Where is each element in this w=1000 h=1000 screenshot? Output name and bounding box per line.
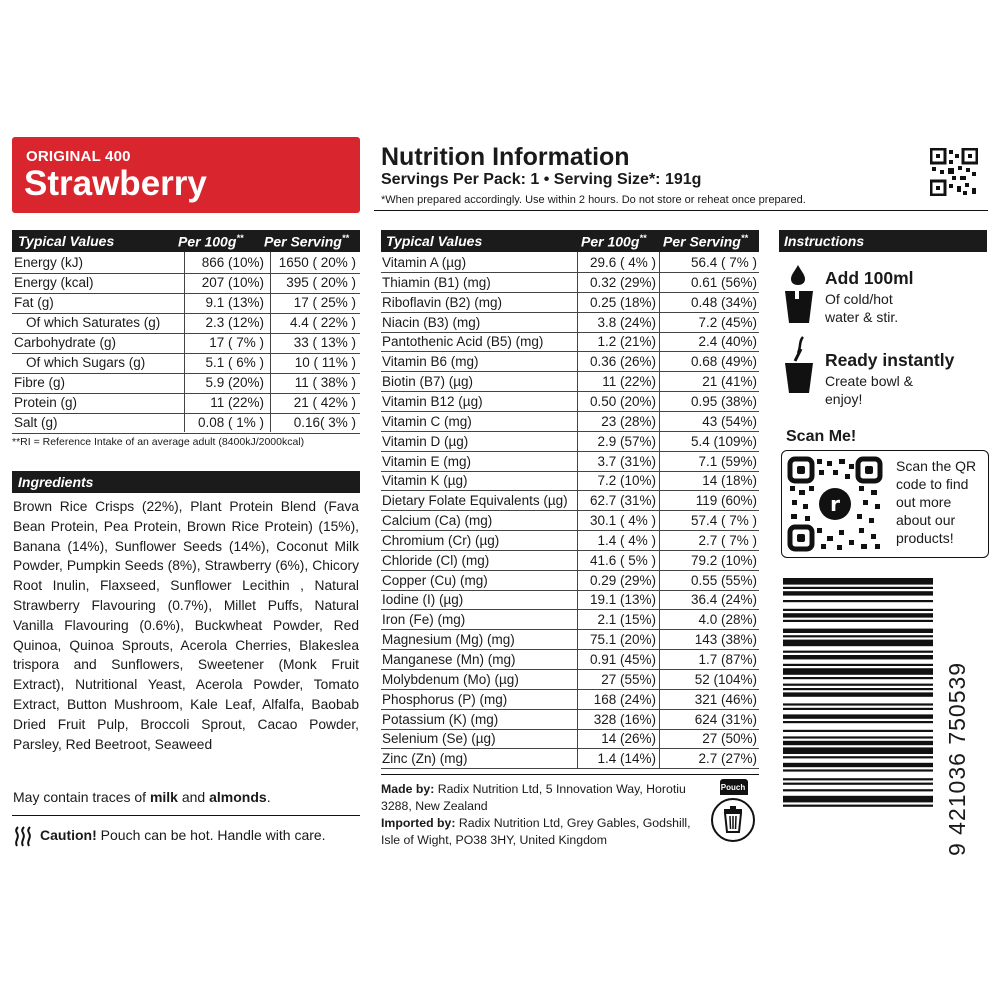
micro-col-typical: Typical Values <box>386 233 483 249</box>
micro-row <box>381 571 759 591</box>
macro-per-serving: 395 ( 20% ) <box>286 275 356 290</box>
micro-per-serving: 27 (50%) <box>702 731 757 747</box>
micro-row <box>381 412 759 432</box>
micro-per100: 19.1 (13%) <box>589 592 656 608</box>
macro-col-serving: Per Serving <box>264 233 342 250</box>
micro-per-serving: 0.48 (34%) <box>690 294 757 310</box>
micro-per-serving: 79.2 (10%) <box>690 552 757 568</box>
barcode-bar <box>783 677 933 679</box>
micro-name: Iron (Fe) (mg) <box>382 612 466 628</box>
ingredients-text: Brown Rice Crisps (22%), Plant Protein Blend (Fava Bean Protein, Pea Protein, Brown Rice Protein) (15%), Banana (14%), Sunflower Seeds (14%), Coconut Milk Powder, Pumpkin Seeds (8%), Strawberry (6%), Chicory Root Inulin, Flaxseed, Sunflower Lecithin , Natural Strawberry Flavouring (0.7%), Millet Puffs, Natural Vanilla Flavouring (0.6%), Buckwheat Powder, Red Quinoa, Quinoa Sprouts, Acerola Cherries, Blakeslea trispora and Sunflowers, Sweetener (Monk Fruit Extract), Nutritional Yeast, Acerola Powder, Tomato Extract, Button Mushroom, Kale Leaf, Alfalfa, Baobab Dried Fruit Pulp, Broccoli Sprout, Cacao Powder, Parsley, Red Beetroot, Seaweed <box>13 499 359 752</box>
micro-per-serving: 119 (60%) <box>695 493 757 509</box>
micro-row <box>381 749 759 769</box>
micro-col-serving: Per Serving <box>663 233 741 250</box>
macro-column-divider <box>184 252 185 432</box>
micro-col-per100-mark: ** <box>639 233 647 243</box>
product-banner <box>12 137 360 213</box>
micro-row <box>381 630 759 650</box>
micro-row <box>381 729 759 749</box>
barcode <box>783 578 933 858</box>
micro-row <box>381 452 759 472</box>
micro-per-serving: 1.7 (87%) <box>698 652 757 667</box>
micro-row <box>381 690 759 710</box>
barcode-bar <box>783 714 933 718</box>
instructions-header <box>779 230 987 252</box>
micro-per-serving: 52 (104%) <box>694 671 757 687</box>
micro-per100: 2.1 (15%) <box>597 612 656 628</box>
barcode-bar <box>783 721 933 723</box>
spoon-bowl-icon <box>781 335 817 397</box>
micro-name: Vitamin E (mg) <box>382 453 472 469</box>
allergen-statement: May contain traces of milk and almonds. <box>13 789 271 805</box>
micro-column-divider <box>659 252 660 768</box>
micro-per-serving: 56.4 ( 7% ) <box>690 255 757 270</box>
micro-name: Niacin (B3) (mg) <box>382 314 481 330</box>
micro-per-serving: 2.7 (27%) <box>698 751 757 767</box>
barcode-bar <box>783 651 933 653</box>
caution-rule <box>12 815 360 816</box>
macro-name: Fibre (g) <box>14 375 66 390</box>
barcode-bar <box>783 587 933 589</box>
macro-name: Carbohydrate (g) <box>14 335 117 350</box>
micro-name: Thiamin (B1) (mg) <box>382 274 491 290</box>
barcode-bar <box>783 708 933 710</box>
micro-row <box>381 511 759 531</box>
micro-name: Potassium (K) (mg) <box>382 711 499 727</box>
micro-per100: 23 (28%) <box>601 413 656 429</box>
macro-per-serving: 1650 ( 20% ) <box>278 255 356 270</box>
barcode-bar <box>783 769 933 771</box>
manufacturer-info: Made by: Radix Nutrition Ltd, 5 Innovation Way, Horotiu 3288, New Zealand Imported by: Radix Nutrition Ltd, Grey Gables, Godshill, Isle of Wight, PO38 3HY, United Kingdom <box>381 782 691 847</box>
qr-code-icon[interactable] <box>787 456 883 552</box>
pouch-label: Pouch <box>720 783 746 792</box>
scan-text: Scan the QR code to find out more about our products! <box>896 458 977 546</box>
micro-per100: 27 (55%) <box>601 671 656 687</box>
micro-column-divider <box>577 252 578 768</box>
preparation-note: *When prepared accordingly. Use within 2 hours. Do not store or reheat once prepared. <box>381 194 806 206</box>
macro-name: Of which Saturates (g) <box>26 315 161 330</box>
micro-per100: 29.6 ( 4% ) <box>589 255 656 270</box>
micro-name: Chromium (Cr) (µg) <box>382 532 500 548</box>
macro-per100: 9.1 (13%) <box>205 295 264 310</box>
micro-per100: 41.6 ( 5% ) <box>589 552 656 568</box>
micro-name: Biotin (B7) (µg) <box>382 374 474 390</box>
micro-row <box>381 590 759 610</box>
barcode-bar <box>783 805 933 807</box>
macro-row <box>12 293 360 314</box>
micro-name: Zinc (Zn) (mg) <box>382 751 468 767</box>
instructions-title: Instructions <box>784 233 865 249</box>
macro-per100: 11 (22%) <box>210 395 264 410</box>
micro-row <box>381 273 759 293</box>
macro-name: Energy (kcal) <box>14 275 94 290</box>
macro-per100: 2.3 (12%) <box>205 315 264 330</box>
qr-logo-letter: r <box>830 492 840 516</box>
barcode-bar <box>783 591 933 595</box>
micro-per-serving: 624 (31%) <box>694 711 757 727</box>
barcode-digits: 9 421036 750539 <box>944 661 970 856</box>
micro-name: Copper (Cu) (mg) <box>382 572 488 588</box>
heat-icon <box>14 826 34 848</box>
header-rule <box>374 210 988 211</box>
micro-per-serving: 321 (46%) <box>694 691 757 707</box>
micro-per-serving: 57.4 ( 7% ) <box>690 513 757 529</box>
macro-per100: 0.08 ( 1% ) <box>197 415 264 430</box>
pouch-recycle-badge <box>708 779 758 849</box>
micro-per-serving: 14 (18%) <box>702 473 757 489</box>
micro-name: Iodine (I) (µg) <box>382 592 464 608</box>
micro-name: Vitamin D (µg) <box>382 433 469 449</box>
macro-per100: 17 ( 7% ) <box>209 335 264 350</box>
barcode-bar <box>783 736 933 738</box>
macro-col-per100-mark: ** <box>236 233 244 243</box>
ingredients-header <box>12 471 360 493</box>
micro-per100: 7.2 (10%) <box>597 473 656 489</box>
barcode-bar <box>783 741 933 745</box>
macro-per100: 5.1 ( 6% ) <box>205 355 264 370</box>
micro-per-serving: 4.0 (28%) <box>698 612 757 628</box>
micro-per100: 3.7 (31%) <box>597 453 656 469</box>
ri-footnote: **RI = Reference Intake of an average adult (8400kJ/2000kcal) <box>12 436 305 448</box>
scan-title: Scan Me! <box>786 428 857 445</box>
micro-per-serving: 5.4 (109%) <box>690 433 757 449</box>
micro-per-serving: 2.4 (40%) <box>698 334 757 350</box>
barcode-bar <box>783 783 933 785</box>
micro-per100: 328 (16%) <box>593 711 656 727</box>
micro-row <box>381 293 759 313</box>
micro-name: Vitamin K (µg) <box>382 473 468 489</box>
macro-per-serving: 21 ( 42% ) <box>293 395 356 410</box>
micro-per100: 168 (24%) <box>593 691 656 707</box>
caution-text: Caution! Pouch can be hot. Handle with care. <box>40 827 326 843</box>
step1-title: Add 100ml <box>825 268 914 288</box>
macro-row <box>12 253 360 274</box>
micro-name: Riboflavin (B2) (mg) <box>382 294 503 310</box>
macro-col-serving-mark: ** <box>341 233 349 243</box>
micro-row <box>381 531 759 551</box>
barcode-bar <box>783 796 933 803</box>
micro-per100: 75.1 (20%) <box>589 632 656 648</box>
micro-per100: 1.4 (14%) <box>597 751 656 767</box>
barcode-bar <box>783 620 933 622</box>
micro-per-serving: 0.61 (56%) <box>690 274 757 290</box>
micro-per100: 14 (26%) <box>601 731 656 747</box>
small-qr-icon <box>930 148 978 196</box>
macro-row <box>12 273 360 294</box>
barcode-bar <box>783 778 933 780</box>
barcode-bar <box>783 629 933 633</box>
micro-row <box>381 432 759 452</box>
barcode-bar <box>783 668 933 675</box>
micro-per100: 2.9 (57%) <box>597 433 656 449</box>
micro-per-serving: 7.2 (45%) <box>698 314 757 330</box>
macro-per100: 5.9 (20%) <box>205 375 264 390</box>
micro-per100: 3.8 (24%) <box>597 314 656 330</box>
macro-row <box>12 413 360 434</box>
barcode-bar <box>783 756 933 758</box>
barcode-bar <box>783 730 933 732</box>
micro-row <box>381 372 759 392</box>
macro-per-serving: 10 ( 11% ) <box>294 355 356 370</box>
micro-per100: 0.36 (26%) <box>589 354 656 370</box>
micro-row <box>381 352 759 372</box>
micro-per100: 0.91 (45%) <box>589 652 656 667</box>
micro-table-header <box>381 230 759 252</box>
macro-col-typical: Typical Values <box>18 233 115 249</box>
macro-name: Energy (kJ) <box>14 255 84 270</box>
barcode-bar <box>783 613 933 617</box>
barcode-bar <box>783 664 933 666</box>
macro-col-per100: Per 100g <box>178 233 237 250</box>
micro-row <box>381 491 759 511</box>
micro-per100: 0.25 (18%) <box>589 294 656 310</box>
macro-per-serving: 17 ( 25% ) <box>293 295 356 310</box>
micro-row <box>381 392 759 412</box>
step2-text: Create bowl & enjoy! <box>825 373 913 407</box>
micro-per-serving: 36.4 (24%) <box>690 592 757 608</box>
micro-per-serving: 21 (41%) <box>702 374 757 390</box>
micro-row <box>381 551 759 571</box>
made-by-rule <box>381 774 759 775</box>
micro-per-serving: 2.7 ( 7% ) <box>698 532 757 548</box>
micro-name: Dietary Folate Equivalents (µg) <box>382 493 568 509</box>
micro-per100: 30.1 ( 4% ) <box>589 513 656 529</box>
barcode-bar <box>783 578 933 585</box>
micro-name: Molybdenum (Mo) (µg) <box>382 671 519 687</box>
product-flavour: Strawberry <box>24 164 207 203</box>
micro-name: Calcium (Ca) (mg) <box>382 513 493 529</box>
micro-per100: 0.50 (20%) <box>589 393 656 409</box>
allergen-almonds: almonds <box>209 789 267 805</box>
barcode-bar <box>783 609 933 611</box>
micro-per100: 11 (22%) <box>602 374 656 390</box>
micro-per-serving: 43 (54%) <box>702 413 757 429</box>
barcode-bar <box>783 747 933 754</box>
barcode-bar <box>783 763 933 767</box>
macro-name: Fat (g) <box>14 295 54 310</box>
macro-row <box>12 333 360 354</box>
micro-per100: 1.4 ( 4% ) <box>597 532 656 548</box>
allergen-milk: milk <box>149 789 178 805</box>
micro-per-serving: 143 (38%) <box>694 632 757 648</box>
macro-name: Of which Sugars (g) <box>26 355 146 370</box>
barcode-bar <box>783 688 933 690</box>
micro-per-serving: 0.55 (55%) <box>690 572 757 588</box>
barcode-bar <box>783 692 933 696</box>
barcode-bar <box>783 703 933 705</box>
macro-row <box>12 353 360 374</box>
macro-row <box>12 313 360 334</box>
step2-title: Ready instantly <box>825 350 955 370</box>
micro-name: Vitamin C (mg) <box>382 413 472 429</box>
micro-per100: 1.2 (21%) <box>597 334 656 350</box>
servings-info: Servings Per Pack: 1 • Serving Size*: 191g <box>381 171 702 188</box>
macro-column-divider <box>270 252 271 432</box>
micro-row <box>381 471 759 491</box>
micro-row <box>381 670 759 690</box>
micro-row <box>381 610 759 630</box>
macro-row <box>12 373 360 394</box>
micro-per100: 0.29 (29%) <box>589 572 656 588</box>
micro-name: Manganese (Mn) (mg) <box>382 652 516 667</box>
micro-per-serving: 0.68 (49%) <box>690 354 757 370</box>
micro-name: Vitamin B12 (µg) <box>382 393 483 409</box>
micro-per-serving: 7.1 (59%) <box>698 453 757 469</box>
nutrition-title: Nutrition Information <box>381 143 630 171</box>
micro-per-serving: 0.95 (38%) <box>690 393 757 409</box>
micro-per100: 62.7 (31%) <box>589 493 656 509</box>
macro-per100: 207 (10%) <box>201 275 264 290</box>
micro-name: Phosphorus (P) (mg) <box>382 691 508 707</box>
water-cup-icon <box>781 263 817 325</box>
micro-row <box>381 710 759 730</box>
macro-name: Protein (g) <box>14 395 78 410</box>
macro-table-header <box>12 230 360 252</box>
micro-name: Magnesium (Mg) (mg) <box>382 632 515 648</box>
micro-name: Pantothenic Acid (B5) (mg) <box>382 334 544 350</box>
macro-name: Salt (g) <box>14 415 58 430</box>
macro-per-serving: 11 ( 38% ) <box>294 375 356 390</box>
micro-row <box>381 253 759 273</box>
micro-col-serving-mark: ** <box>740 233 748 243</box>
micro-name: Chloride (Cl) (mg) <box>382 552 490 568</box>
macro-per-serving: 33 ( 13% ) <box>293 335 356 350</box>
ingredients-title: Ingredients <box>18 474 94 490</box>
barcode-bar <box>783 640 933 647</box>
macro-per-serving: 4.4 ( 22% ) <box>289 315 356 330</box>
barcode-bar <box>783 684 933 686</box>
micro-row <box>381 313 759 333</box>
macro-per-serving: 0.16( 3% ) <box>293 415 356 430</box>
micro-per100: 0.32 (29%) <box>589 274 656 290</box>
micro-name: Vitamin B6 (mg) <box>382 354 479 370</box>
micro-row <box>381 650 759 670</box>
barcode-bar <box>783 789 933 791</box>
barcode-bar <box>783 635 933 637</box>
micro-name: Vitamin A (µg) <box>382 255 467 270</box>
macro-row <box>12 393 360 414</box>
product-variant: ORIGINAL 400 <box>26 148 131 165</box>
micro-col-per100: Per 100g <box>581 233 640 250</box>
barcode-bar <box>783 600 933 602</box>
macro-per100: 866 (10%) <box>201 255 264 270</box>
micro-name: Selenium (Se) (µg) <box>382 731 496 747</box>
step1-text: Of cold/hot water & stir. <box>825 291 899 325</box>
barcode-bar <box>783 655 933 659</box>
micro-row <box>381 332 759 352</box>
bin-icon <box>710 797 756 843</box>
